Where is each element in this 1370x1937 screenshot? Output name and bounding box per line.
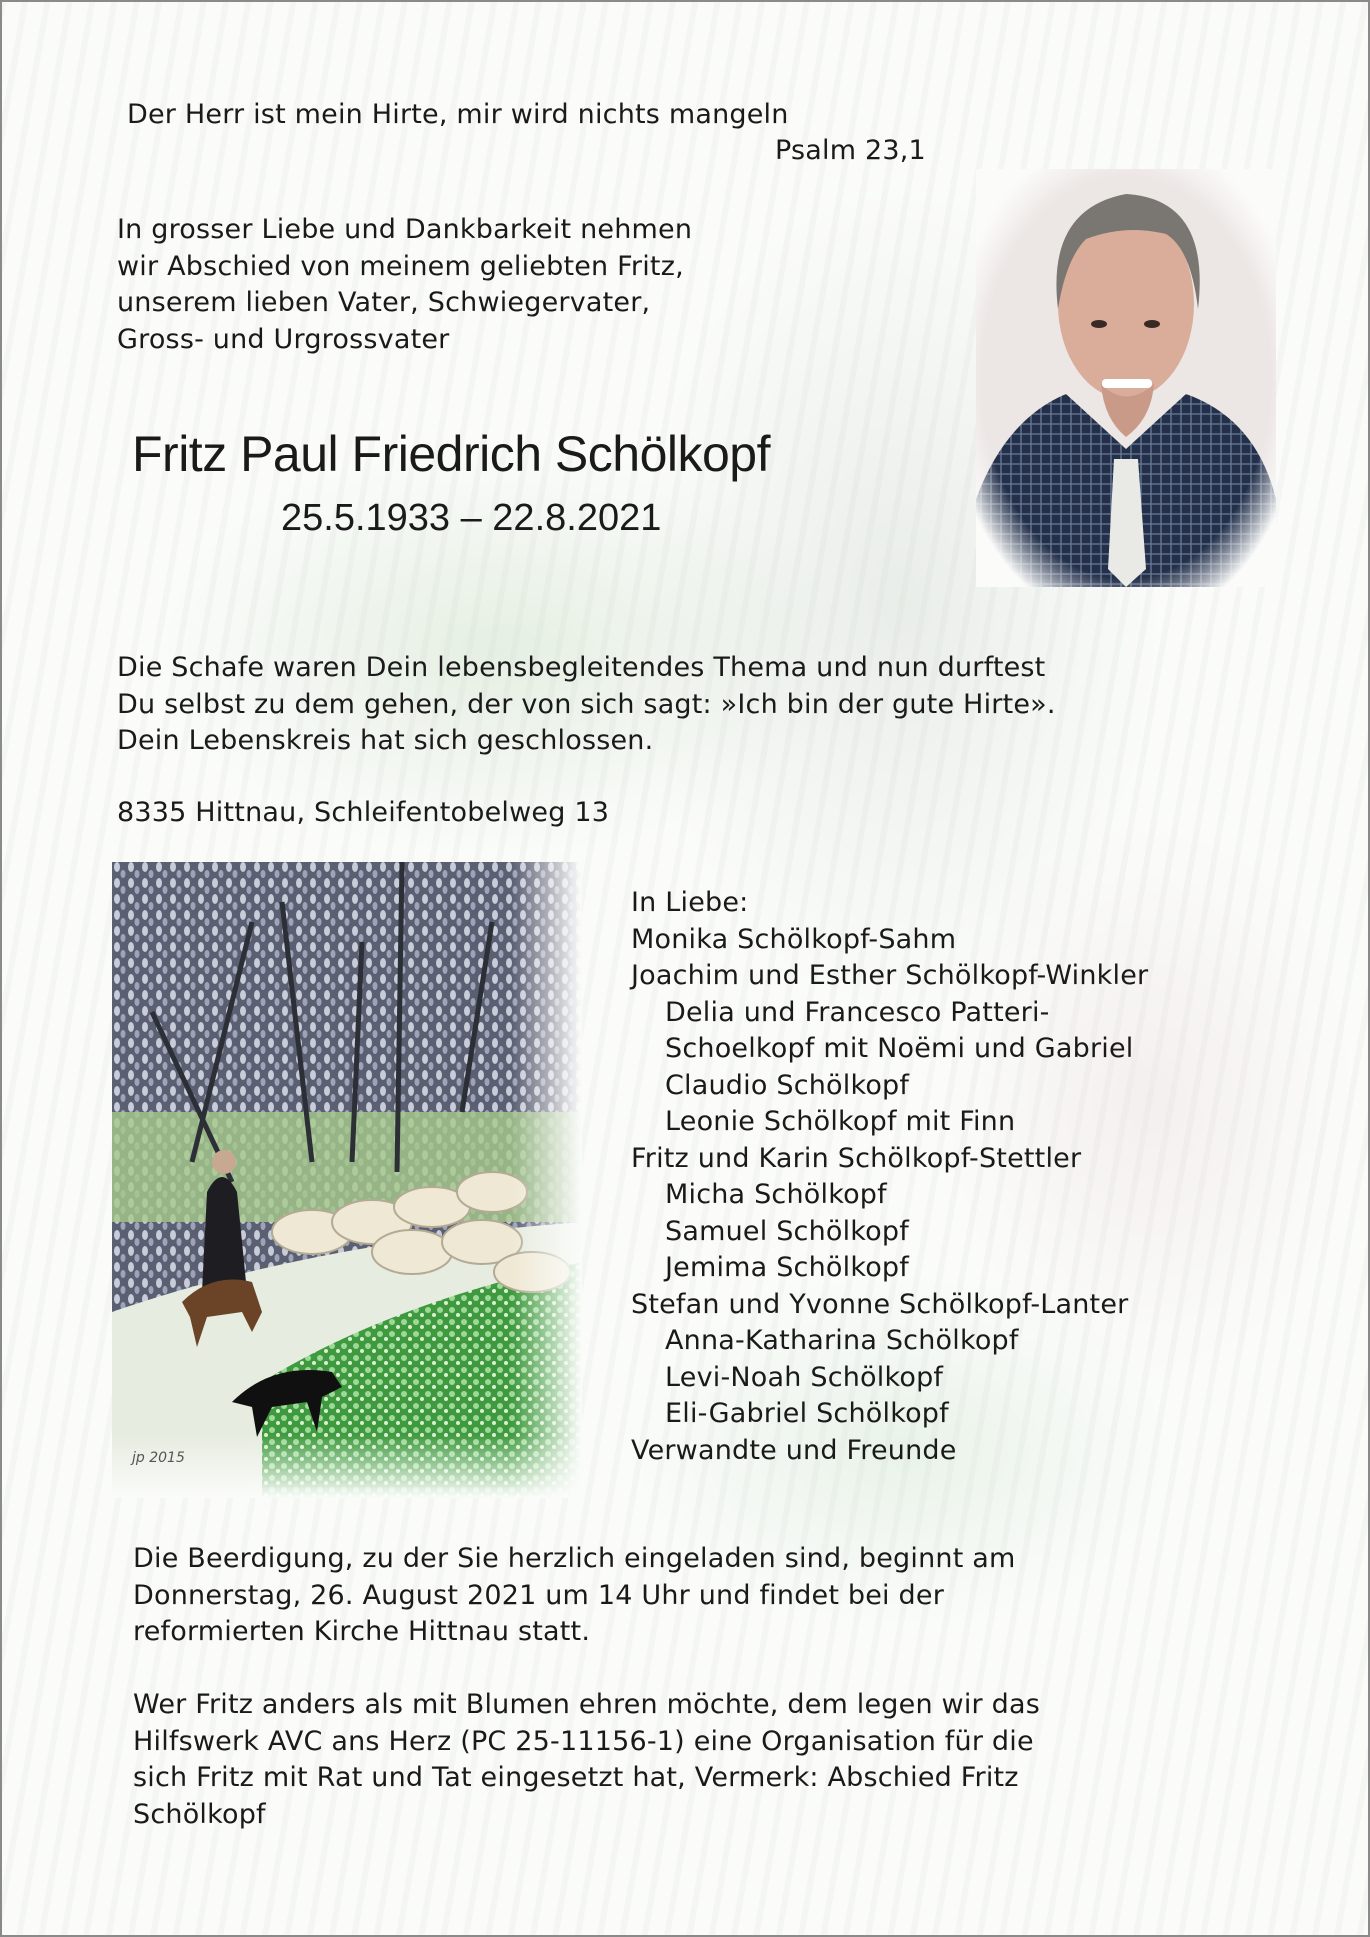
mourner: Eli-Gabriel Schölkopf [665,1398,949,1429]
funeral-line: reformierten Kirche Hittnau statt. [133,1616,591,1647]
donation-text [133,1687,1040,1833]
mourner: Stefan und Yvonne Schölkopf-Lanter [631,1288,1129,1320]
intro-line: wir Abschied von meinem geliebten Fritz, [117,250,684,282]
mourner: Micha Schölkopf [665,1179,887,1210]
tribute-line: Dein Lebenskreis hat sich geschlossen. [117,725,654,756]
mourners-heading: In Liebe: [631,887,749,918]
mourner: Levi-Noah Schölkopf [665,1361,944,1393]
mourner: Anna-Katharina Schölkopf [665,1325,1019,1356]
mourner: Fritz und Karin Schölkopf-Stettler [631,1142,1082,1174]
mourner: Verwandte und Freunde [631,1434,957,1466]
intro-line: unserem lieben Vater, Schwiegervater, [117,287,651,318]
donation-line: sich Fritz mit Rat und Tat eingesetzt hat, Vermerk: Abschied Fritz [133,1762,1019,1793]
mourner: Samuel Schölkopf [665,1215,909,1247]
funeral-text [133,1541,1016,1651]
mourners-list [631,885,1148,1469]
intro-line: Gross- und Urgrossvater [117,323,450,355]
tribute-line: Du selbst zu dem gehen, der von sich sagt: »Ich bin der gute Hirte». [117,688,1056,720]
deceased-name: Fritz Paul Friedrich Schölkopf [132,426,771,482]
intro-line: In grosser Liebe und Dankbarkeit nehmen [117,214,693,245]
psalm-verse: Der Herr ist mein Hirte, mir wird nichts mangeln [127,99,789,130]
funeral-line: Die Beerdigung, zu der Sie herzlich eingeladen sind, beginnt am [133,1543,1016,1574]
shepherd-painting [112,862,582,1498]
painting-signature: jp 2015 [132,1450,185,1466]
tribute-line: Die Schafe waren Dein lebensbegleitendes Thema und nun durftest [117,652,1046,683]
mourner: Joachim und Esther Schölkopf-Winkler [631,960,1149,991]
mourner: Schoelkopf mit Noëmi und Gabriel [665,1033,1134,1064]
mourner: Monika Schölkopf-Sahm [631,923,957,955]
mourner: Claudio Schölkopf [665,1069,910,1101]
portrait-photo [976,169,1276,587]
intro-text [117,212,692,358]
psalm-reference: Psalm 23,1 [775,135,926,166]
donation-line: Schölkopf [133,1798,266,1830]
address: 8335 Hittnau, Schleifentobelweg 13 [117,797,610,828]
mourner: Jemima Schölkopf [665,1252,909,1283]
donation-line: Wer Fritz anders als mit Blumen ehren möchte, dem legen wir das [133,1689,1040,1720]
tribute-text [117,650,1056,760]
mourner: Delia und Francesco Patteri- [665,996,1050,1028]
donation-line: Hilfswerk AVC ans Herz (PC 25-11156-1) eine Organisation für die [133,1725,1034,1757]
funeral-line: Donnerstag, 26. August 2021 um 14 Uhr und findet bei der [133,1579,944,1611]
mourner: Leonie Schölkopf mit Finn [665,1106,1016,1137]
life-dates: 25.5.1933 – 22.8.2021 [281,497,662,539]
